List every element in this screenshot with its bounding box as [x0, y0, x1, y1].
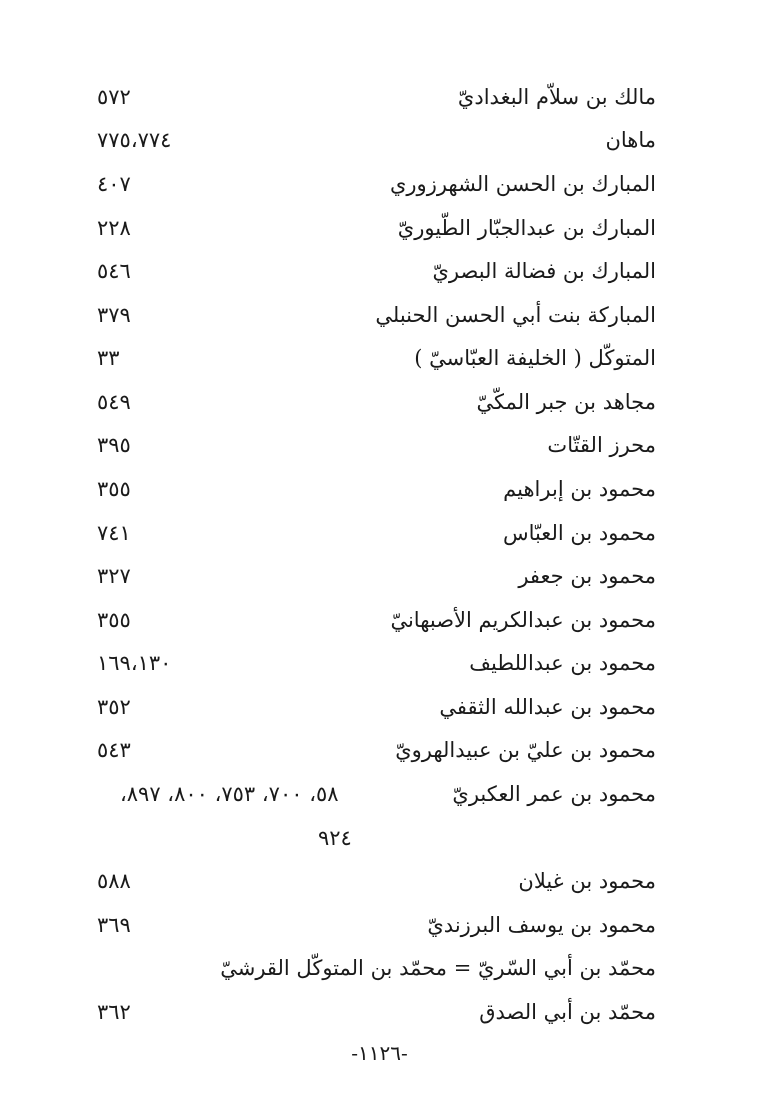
entry-name-10: محمود بن إبراهيم [503, 477, 656, 501]
entry-name-12: محمود بن جعفر [518, 564, 656, 588]
entry-name-7: المتوكّل ( الخليفة العبّاسيّ ) [414, 346, 656, 370]
entry-pages-19: ٣٦٩ [97, 913, 131, 937]
entry-name-18: محمود بن غيلان [518, 869, 656, 893]
entry-name-9: محرز القتّات [547, 433, 656, 457]
entry-pages-6: ٣٧٩ [97, 303, 131, 327]
entry-pages-11: ٧٤١ [97, 521, 131, 545]
entry-pages-17-continued: ٩٢٤ [318, 826, 352, 850]
entry-pages-15: ٣٥٢ [97, 695, 131, 719]
entry-pages-1: ٥٧٢ [97, 85, 131, 109]
entry-name-14: محمود بن عبداللطيف [469, 651, 656, 675]
entry-name-21: محمّد بن أبي الصدق [479, 1000, 656, 1024]
entry-pages-2: ٧٧٥،٧٧٤ [97, 128, 172, 152]
entry-pages-4: ٢٢٨ [97, 216, 131, 240]
entry-pages-7: ٣٣ [97, 346, 120, 370]
entry-name-17: محمود بن عمر العكبريّ [452, 782, 656, 806]
entry-pages-13: ٣٥٥ [97, 608, 131, 632]
entry-pages-21: ٣٦٢ [97, 1000, 131, 1024]
entry-pages-3: ٤٠٧ [97, 172, 131, 196]
entry-pages-5: ٥٤٦ [97, 259, 131, 283]
entry-pages-17: ٥٨، ٧٠٠، ٧٥٣، ٨٠٠، ٨٩٧، [120, 782, 339, 806]
entry-name-15: محمود بن عبدالله الثقفي [439, 695, 656, 719]
entry-name-19: محمود بن يوسف البرزنديّ [427, 913, 656, 937]
entry-name-13: محمود بن عبدالكريم الأصبهانيّ [390, 608, 656, 632]
entry-pages-16: ٥٤٣ [97, 738, 131, 762]
entry-name-1: مالك بن سلاّم البغداديّ [457, 85, 656, 109]
entry-name-20: محمّد بن أبي السّريّ = محمّد بن المتوكّل القرشيّ [220, 956, 656, 980]
entry-pages-14: ١٦٩،١٣٠ [97, 651, 172, 675]
entry-name-11: محمود بن العبّاس [502, 521, 656, 545]
entry-pages-9: ٣٩٥ [97, 433, 131, 457]
entry-name-6: المباركة بنت أبي الحسن الحنبلي [375, 303, 656, 327]
entry-pages-8: ٥٤٩ [97, 390, 131, 414]
entry-pages-12: ٣٢٧ [97, 564, 131, 588]
entry-name-4: المبارك بن عبدالجبّار الطّيوريّ [397, 216, 656, 240]
entry-pages-18: ٥٨٨ [97, 869, 131, 893]
page-number: -١١٢٦- [351, 1041, 408, 1065]
entry-name-3: المبارك بن الحسن الشهرزوري [389, 172, 656, 196]
entry-name-8: مجاهد بن جبر المكّيّ [476, 390, 656, 414]
entry-pages-10: ٣٥٥ [97, 477, 131, 501]
entry-name-16: محمود بن عليّ بن عبيدالهرويّ [395, 738, 656, 762]
entry-name-5: المبارك بن فضالة البصريّ [432, 259, 656, 283]
entry-name-2: ماهان [605, 128, 656, 152]
